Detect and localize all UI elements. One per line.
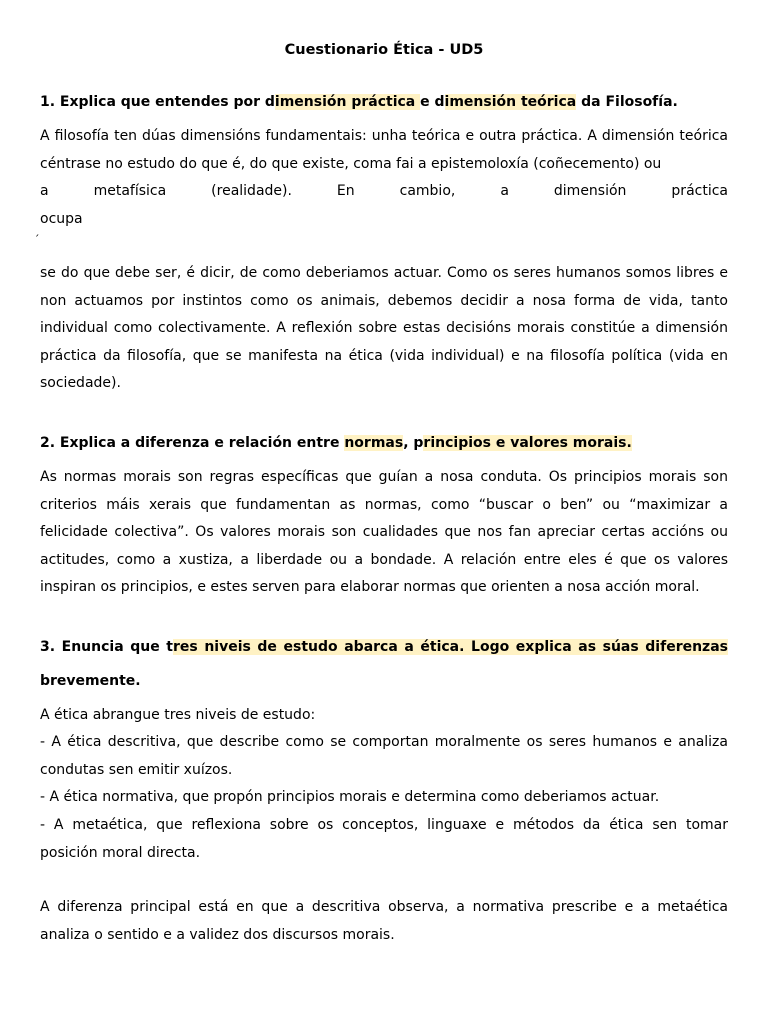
stray-accent-mark: ´ [34,233,40,246]
question-2-text-b: , p [403,435,424,451]
answer-1-word: metafísica [93,183,167,199]
question-3-heading [40,630,728,698]
document-title: Cuestionario Ética - UD5 [284,42,484,58]
question-1-text-b: e d [420,94,445,110]
question-2-highlight-a: normas [344,435,404,451]
answer-2-paragraph: As normas morais son regras específicas que guían a nosa conduta. Os principios morais son criterios máis xerais que fundamentan as normas, como “buscar o ben” ou “maximizar a felicidade colectiva”. Os valores morais son cualidades que nos fan apreciar certas accións ou actitudes, como a xustiza, a liberdade ou a bondade. A relación entre eles é que os valores inspiran os principios, e estes serven para elaborar normas que orienten a nosa acción moral. [40,469,728,595]
answer-1-word: (realidade). [211,183,292,199]
question-1-text-a: 1. Explica que entendes por d [40,94,275,110]
question-1-text-c: da Filosofía. [576,94,678,110]
answer-1-word: dimensión [553,183,627,199]
answer-1-paragraph-1: A filosofía ten dúas dimensións fundamentais: unha teórica e outra práctica. A dimensión teórica céntrase no estudo do que é, do que existe, coma fai a epistemoloxía (coñecemento) ou [40,128,728,172]
question-3-highlight: res niveis de estudo abarca a ética. Logo explica as súas diferenzas [173,639,728,655]
answer-3-intro: A ética abrangue tres niveis de estudo: [40,707,316,723]
answer-1-word: En [336,183,355,199]
answer-1-spread-line [40,178,728,206]
question-1-highlight-a: imensión práctica [274,94,421,110]
answer-1-word: cambio, [399,183,456,199]
answer-3-item-normative: - A ética normativa, que propón principios morais e determina como deberiamos actuar. [40,789,660,805]
answer-1-word: a [500,183,509,199]
answer-3-item-metaethics: - A metaética, que reflexiona sobre os conceptos, linguaxe e métodos da ética sen tomar posición moral directa. [40,817,728,861]
answer-1-word: práctica [671,183,728,199]
answer-1-word: a [40,183,49,199]
question-2-highlight-b: rincipios e valores morais. [423,435,632,451]
question-2-text-a: 2. Explica a diferenza e relación entre [40,435,345,451]
question-3-text-b: brevemente. [40,673,141,689]
question-1-heading [40,85,728,119]
question-1-highlight-b: imensión teórica [444,94,577,110]
answer-3-item-descriptive: - A ética descritiva, que describe como se comportan moralmente os seres humanos e analiza condutas sen emitir xuízos. [40,734,728,778]
answer-3-conclusion: A diferenza principal está en que a descritiva observa, a normativa prescribe e a metaética analiza o sentido e a validez dos discursos morais. [40,899,728,943]
question-3-text-a: 3. Enuncia que t [40,639,173,655]
question-2-heading [40,426,728,460]
answer-1-paragraph-2: se do que debe ser, é dicir, de como deberiamos actuar. Como os seres humanos somos libres e non actuamos por instintos como os animais, debemos decidir a nosa forma de vida, tanto individual como colectivamente. A reflexión sobre estas decisións morais constitúe a dimensión práctica da filosofía, que se manifesta na ética (vida individual) e na filosofía política (vida en sociedade). [40,265,728,391]
answer-1-last-word: ocupa [40,211,83,227]
